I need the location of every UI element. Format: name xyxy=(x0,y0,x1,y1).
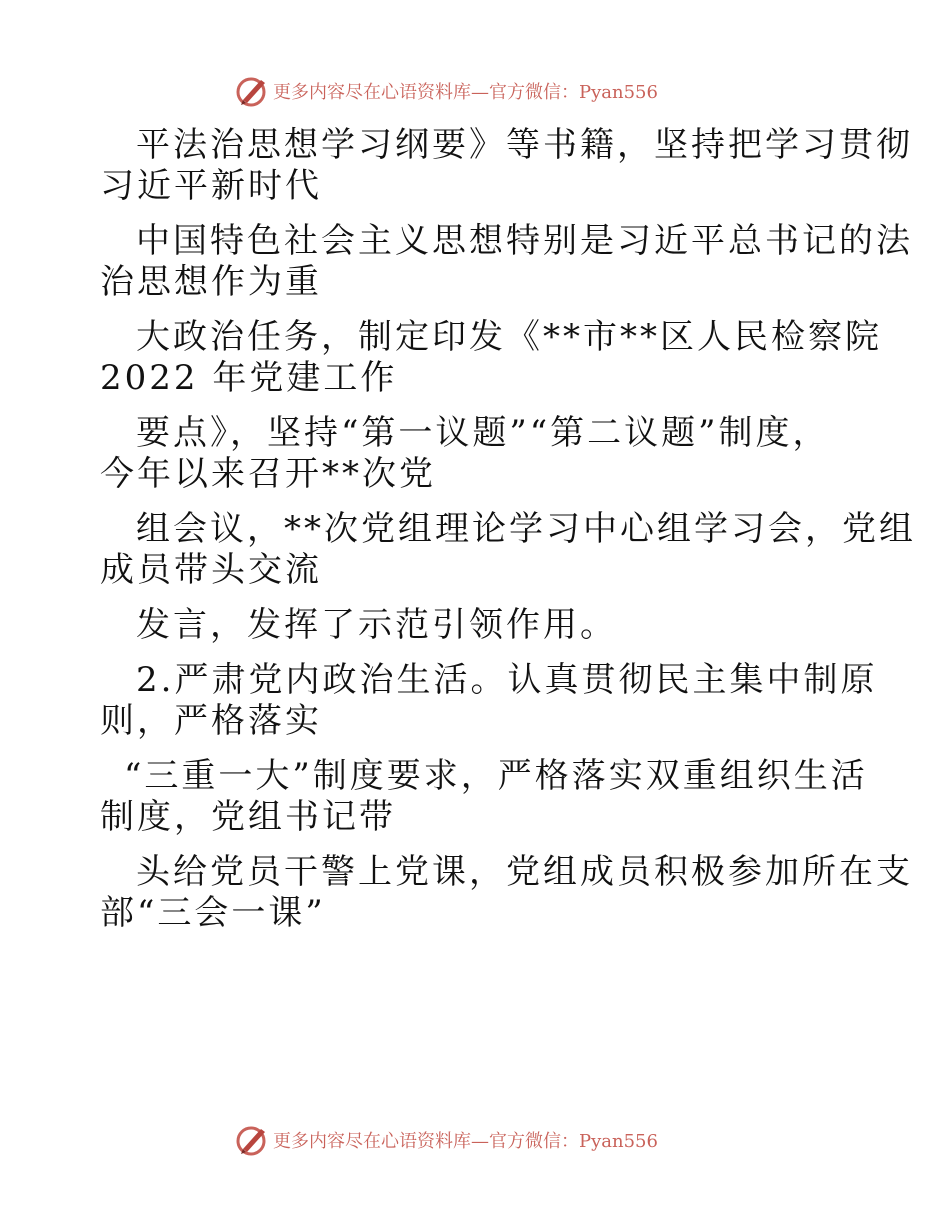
text-line: 今年以来召开**次党 xyxy=(100,454,436,494)
text-line: 治思想作为重 xyxy=(100,262,322,302)
text-line: 头给党员干警上党课，党组成员积极参加所在支 xyxy=(136,852,913,892)
text-line: 组会议，**次党组理论学习中心组学习会，党组 xyxy=(136,509,916,549)
document-body xyxy=(100,125,916,948)
text-line: 平法治思想学习纲要》等书籍，坚持把学习贯彻 xyxy=(136,125,913,165)
text-line: 2022 年党建工作 xyxy=(100,358,398,398)
text-line: 要点》，坚持“第一议题”“第二议题”制度， xyxy=(136,413,830,453)
pen-logo-icon xyxy=(235,74,269,108)
text-line: 则，严格落实 xyxy=(100,701,322,741)
text-line: 发言，发挥了示范引领作用。 xyxy=(136,605,617,645)
text-line: 制度，党组书记带 xyxy=(100,797,396,837)
text-line: 成员带头交流 xyxy=(100,550,322,590)
text-line: 习近平新时代 xyxy=(100,166,322,206)
text-line: 中国特色社会主义思想特别是习近平总书记的法 xyxy=(136,221,913,261)
header-watermark xyxy=(235,74,658,108)
pen-logo-icon xyxy=(235,1123,269,1157)
text-line: “三重一大”制度要求，严格落实双重组织生活 xyxy=(124,756,868,796)
watermark-text: 更多内容尽在心语资料库—官方微信：Pyan556 xyxy=(273,82,658,103)
text-line: 部“三会一课” xyxy=(100,893,326,933)
text-line: 大政治任务，制定印发《**市**区人民检察院 xyxy=(136,317,882,357)
watermark-text: 更多内容尽在心语资料库—官方微信：Pyan556 xyxy=(273,1131,658,1152)
footer-watermark xyxy=(235,1123,658,1157)
text-line: 2.严肃党内政治生活。认真贯彻民主集中制原 xyxy=(136,660,878,700)
